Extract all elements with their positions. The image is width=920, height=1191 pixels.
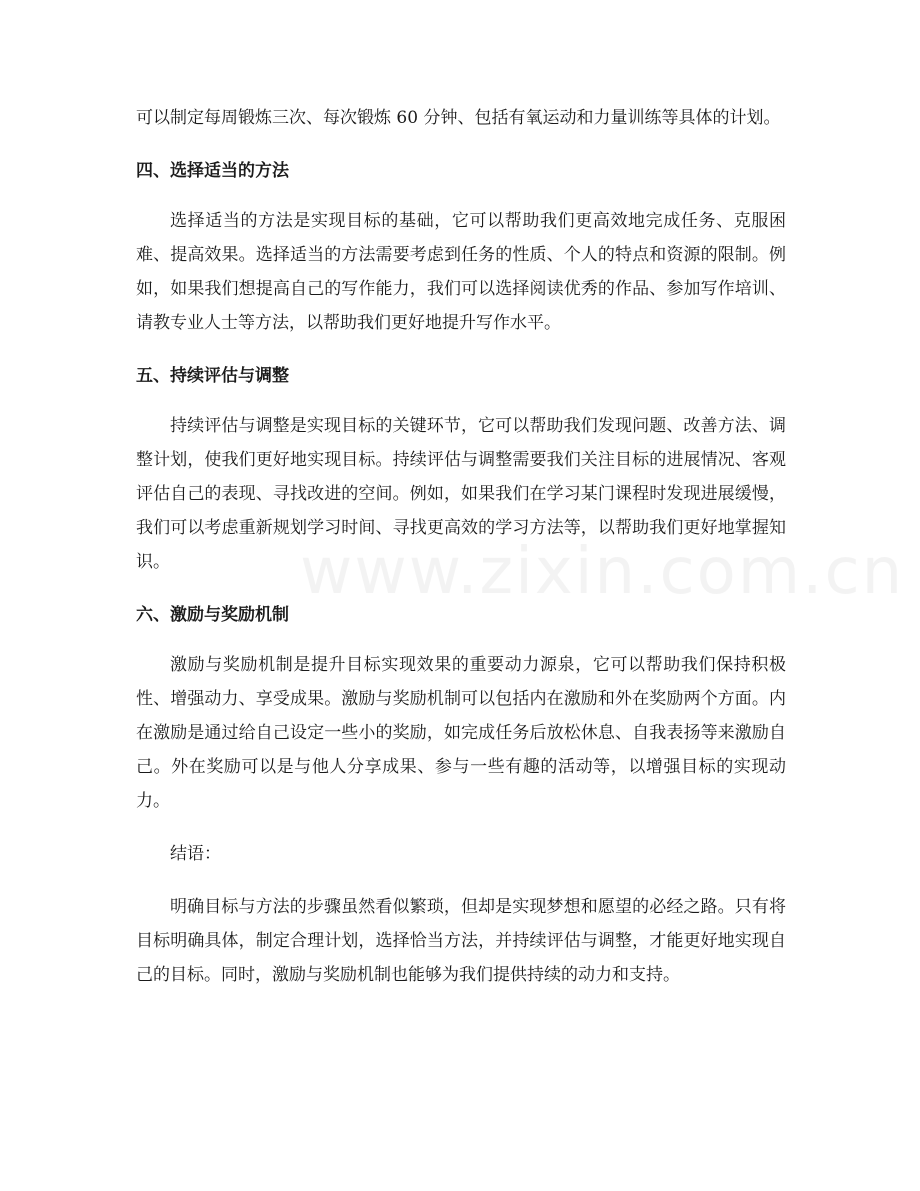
section-body-6: 激励与奖励机制是提升目标实现效果的重要动力源泉，它可以帮助我们保持积极性、增强动力、享受成果。激励与奖励机制可以包括内在激励和外在奖励两个方面。内在激励是通过给自己设定一些小的奖励，如完成任务后放松休息、自我表扬等来激励自己。外在奖励可以是与他人分享成果、参与一些有趣的活动等，以增强目标的实现动力。 — [136, 655, 786, 811]
document-page — [136, 0, 786, 992]
watermark: www.zixin.com.cn — [300, 535, 905, 609]
section-heading-4: 四、选择适当的方法 — [136, 161, 289, 181]
intro-paragraph: 可以制定每周锻炼三次、每次锻炼 60 分钟、包括有氧运动和力量训练等具体的计划。 — [136, 108, 781, 128]
section-body-5: 持续评估与调整是实现目标的关键环节，它可以帮助我们发现问题、改善方法、调整计划，使我们更好地实现目标。持续评估与调整需要我们关注目标的进展情况、客观评估自己的表现、寻找改进的空间。例如，如果我们在学习某门课程时发现进展缓慢，我们可以考虑重新规划学习时间、寻找更高效的学习方法等，以帮助我们更好地掌握知识。 — [136, 416, 786, 572]
section-body-4: 选择适当的方法是实现目标的基础，它可以帮助我们更高效地完成任务、克服困难、提高效果。选择适当的方法需要考虑到任务的性质、个人的特点和资源的限制。例如，如果我们想提高自己的写作能力，我们可以选择阅读优秀的作品、参加写作培训、请教专业人士等方法，以帮助我们更好地提升写作水平。 — [136, 211, 786, 333]
conclusion-label: 结语： — [170, 844, 221, 864]
section-heading-6: 六、激励与奖励机制 — [136, 605, 289, 625]
conclusion-paragraph: 明确目标与方法的步骤虽然看似繁琐，但却是实现梦想和愿望的必经之路。只有将目标明确具体，制定合理计划，选择恰当方法，并持续评估与调整，才能更好地实现自己的目标。同时，激励与奖励机制也能够为我们提供持续的动力和支持。 — [136, 897, 786, 985]
section-heading-5: 五、持续评估与调整 — [136, 366, 289, 386]
